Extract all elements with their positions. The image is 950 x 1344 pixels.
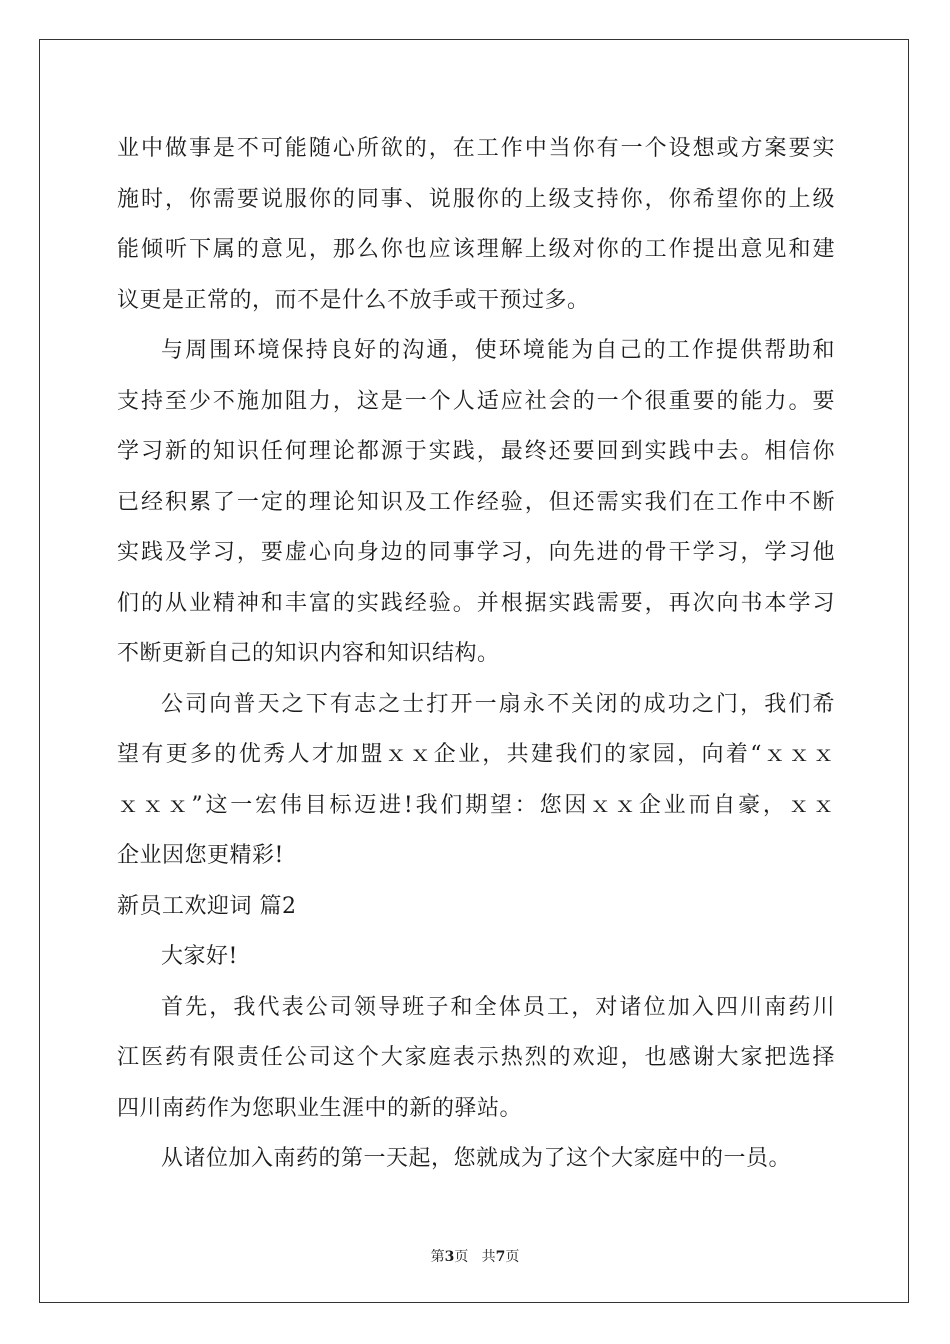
footer-total-prefix: 共 — [481, 1249, 496, 1265]
greeting: 大家好! — [161, 944, 238, 969]
text-line: 四川南药作为您职业生涯中的新的驿站。 — [117, 1095, 523, 1121]
text-line: 公司向普天之下有志之士打开一扇永不关闭的成功之门，我们希 — [161, 691, 835, 717]
text-line: 学习新的知识任何理论都源于实践，最终还要回到实践中去。相信你 — [117, 439, 835, 464]
text-line: 施时，你需要说服你的同事、说服你的上级支持你，你希望你的上级 — [117, 186, 835, 212]
text-line: 业中做事是不可能随心所欲的，在工作中当你有一个设想或方案要实 — [117, 136, 835, 161]
footer-total-number: 7 — [495, 1249, 506, 1265]
text-line: 实践及学习，要虚心向身边的同事学习，向先进的骨干学习，学习他 — [117, 540, 835, 565]
paragraph-2 — [117, 326, 835, 680]
text-line: 能倾听下属的意见，那么你也应该理解上级对你的工作提出意见和建 — [117, 237, 835, 262]
paragraph-3 — [117, 680, 835, 882]
text-line: 议更是正常的，而不是什么不放手或干预过多。 — [117, 287, 590, 313]
paragraph-4 — [117, 983, 835, 1135]
footer-total-suffix: 页 — [505, 1249, 520, 1265]
text-line: 望有更多的优秀人才加盟ｘｘ企业，共建我们的家园，向着“ｘｘｘ — [117, 742, 835, 767]
footer-page-prefix: 第 — [430, 1249, 445, 1265]
paragraph-1 — [117, 124, 835, 326]
section-heading: 新员工欢迎词 篇2 — [117, 893, 297, 919]
text-line: 从诸位加入南药的第一天起，您就成为了这个大家庭中的一员。 — [161, 1146, 792, 1171]
text-line: 企业因您更精彩! — [117, 843, 284, 868]
text-line: 首先，我代表公司领导班子和全体员工，对诸位加入四川南药川 — [161, 994, 835, 1020]
text-line: 们的从业精神和丰富的实践经验。并根据实践需要，再次向书本学习 — [117, 590, 835, 616]
text-line: 支持至少不施加阻力，这是一个人适应社会的一个很重要的能力。要 — [117, 388, 835, 414]
text-line: ｘｘｘ”这一宏伟目标迈进!我们期望：您因ｘｘ企业而自豪，ｘｘ — [117, 792, 835, 818]
paragraph-5 — [117, 1134, 835, 1185]
page-footer — [0, 1246, 950, 1266]
document-body — [117, 124, 835, 1185]
footer-page-number: 3 — [444, 1249, 455, 1265]
text-line: 不断更新自己的知识内容和知识结构。 — [117, 641, 500, 666]
footer-page-suffix: 页 — [454, 1249, 469, 1265]
text-line: 已经积累了一定的理论知识及工作经验，但还需实我们在工作中不断 — [117, 489, 835, 515]
text-line: 与周围环境保持良好的沟通，使环境能为自己的工作提供帮助和 — [161, 338, 835, 363]
text-line: 江医药有限责任公司这个大家庭表示热烈的欢迎，也感谢大家把选择 — [117, 1045, 835, 1070]
